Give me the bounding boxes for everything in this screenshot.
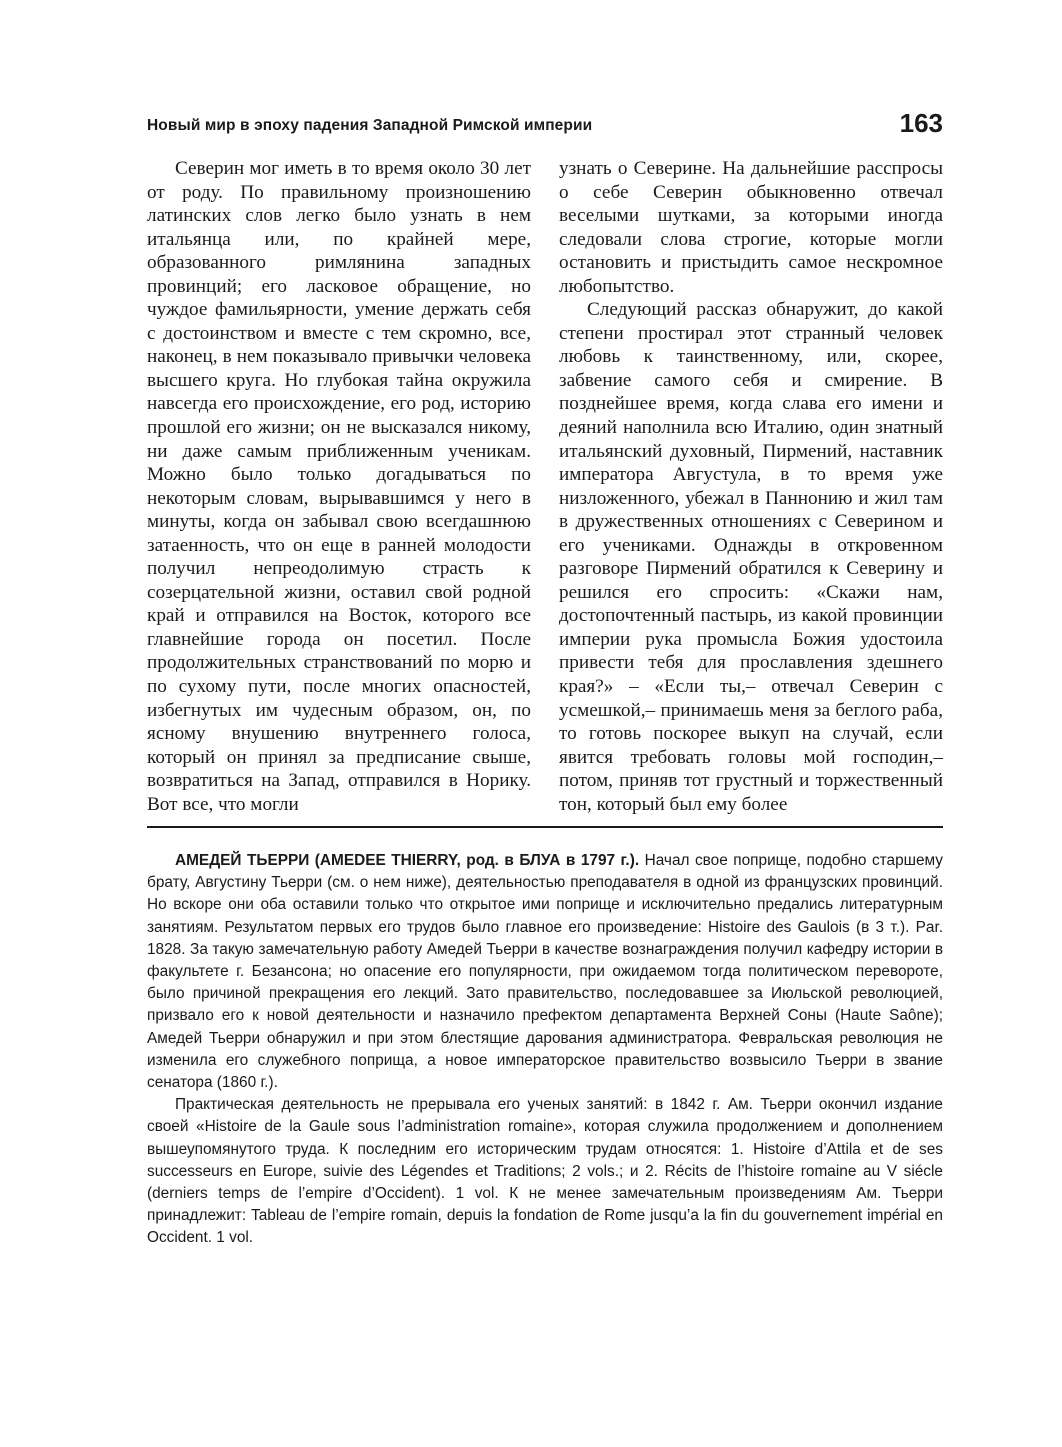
right-column bbox=[559, 157, 943, 816]
biography-note bbox=[147, 850, 943, 1250]
section-divider bbox=[147, 826, 943, 828]
page-number: 163 bbox=[899, 108, 943, 138]
paragraph: Северин мог иметь в то время около 30 лет от роду. По правильному произношению латинских слов легко было узнать в нем итальянца или, по крайней мере, образованного римлянина западных провинций; его ласковое обращение, но чуждое фамильярности, умение держать себя с достоинством и вместе с тем скромно, все, наконец, в нем показывало привычки человека высшего круга. Но глубокая тайна окружила навсегда его происхождение, его род, историю прошлой его жизни; он не высказался никому, ни даже самым приближенным ученикам. Можно было только догадываться по некоторым словам, вырывавшимся у него в минуты, когда он забывал свою всегдашнюю затаенность, что он еще в ранней молодости получил непреодолимую страсть к созерцательной жизни, оставил свой родной край и отправился на Восток, которого все главнейшие города он посетил. После продолжительных странствований по морю и по сухому пути, после многих опасностей, избегнутых им чудесным образом, он, по ясному внушению внутреннего голоса, который он принял за предписание свыше, возвратиться на Запад, отправился в Норику. Вот все, что могли bbox=[147, 158, 531, 815]
paragraph-continued: узнать о Северине. На дальнейшие расспросы о себе Северин обыкновенно отвечал веселыми шутками, за которыми иногда следовали слова строгие, которые могли остановить и пристыдить самое нескромное любопытство. bbox=[559, 158, 943, 297]
running-title: Новый мир в эпоху падения Западной Римской империи bbox=[147, 117, 593, 134]
bio-heading: АМЕДЕЙ ТЬЕРРИ (AMEDEE THIERRY, род. в БЛУА в 1797 г.). bbox=[175, 852, 640, 869]
left-column bbox=[147, 157, 531, 816]
bio-text: Начал свое поприще, подобно старшему брату, Августину Тьерри (см. о нем ниже), деятельностью преподавателя в одной из французских провинций. Но вскоре они оба оставили только что открытое ими поприще и исключительно предались литературным занятиям. Результатом первых его трудов было главное его произведение: Histoire des Gaulois (в 3 т.). Par. 1828. За такую замечательную работу Амедей Тьерри в качестве вознаграждения получил кафедру истории в факультете г. Безансона; но опасение его популярности, при ожидаемом тогда политическом перевороте, было причиной прекращения его лекций. Зато правительство, последовавшее за Июльской революцией, призвало его к новой деятельности и назначило префектом департамента Верхней Соны (Haute Saône); Амедей Тьерри обнаружил и при этом блестящие дарования администратора. Февральская революция не изменила его служебного поприща, а новое императорское правительство возвысило Тьерри в звание сенатора (1860 г.). bbox=[147, 852, 943, 1092]
paragraph: Следующий рассказ обнаружит, до какой степени простирал этот странный человек любовь к таинственному, или, скорее, забвение самого себя и смирение. В позднейшее время, когда слава его имени и деяний наполнила всю Италию, один знатный итальянский духовный, Пирмений, наставник императора Августула, в то время уже низложенного, убежал в Паннонию и жил там в дружественных отношениях с Северином и его учениками. Однажды в откровенном разговоре Пирмений обратился к Северину и решился его спросить: «Скажи нам, достопочтенный пастырь, из какой провинции империи рука промысла Божия удостоила привести тебя для прославления здешнего края?» – «Если ты,– отвечал Северин с усмешкой,– принимаешь меня за беглого раба, то готовь поскорее выкуп на случай, если явится требовать головы мой господин,– потом, приняв тот грустный и торжественный тон, который был ему более bbox=[559, 299, 943, 815]
bio-paragraph: Практическая деятельность не прерывала его ученых занятий: в 1842 г. Ам. Тьерри окончил издание своей «Histoire de la Gaule sous l’administration romaine», которая служила продолжением и дополнением вышеупомянутого труда. К последним его историческим трудам относятся: 1. Histoire d’Attila et de ses successeurs en Europe, suivie des Légendes et Traditions; 2 vols.; и 2. Récits de l’histoire romaine au V siécle (derniers temps de l’empire d’Occident). 1 vol. К не менее замечательным произведениям Ам. Тьерри принадлежит: Tableau de l’empire romain, depuis la fondation de Rome jusqu’a la fin du gouvernement impérial en Occident. 1 vol. bbox=[147, 1096, 943, 1247]
bio-paragraph bbox=[147, 850, 943, 1094]
page-header bbox=[147, 108, 943, 142]
